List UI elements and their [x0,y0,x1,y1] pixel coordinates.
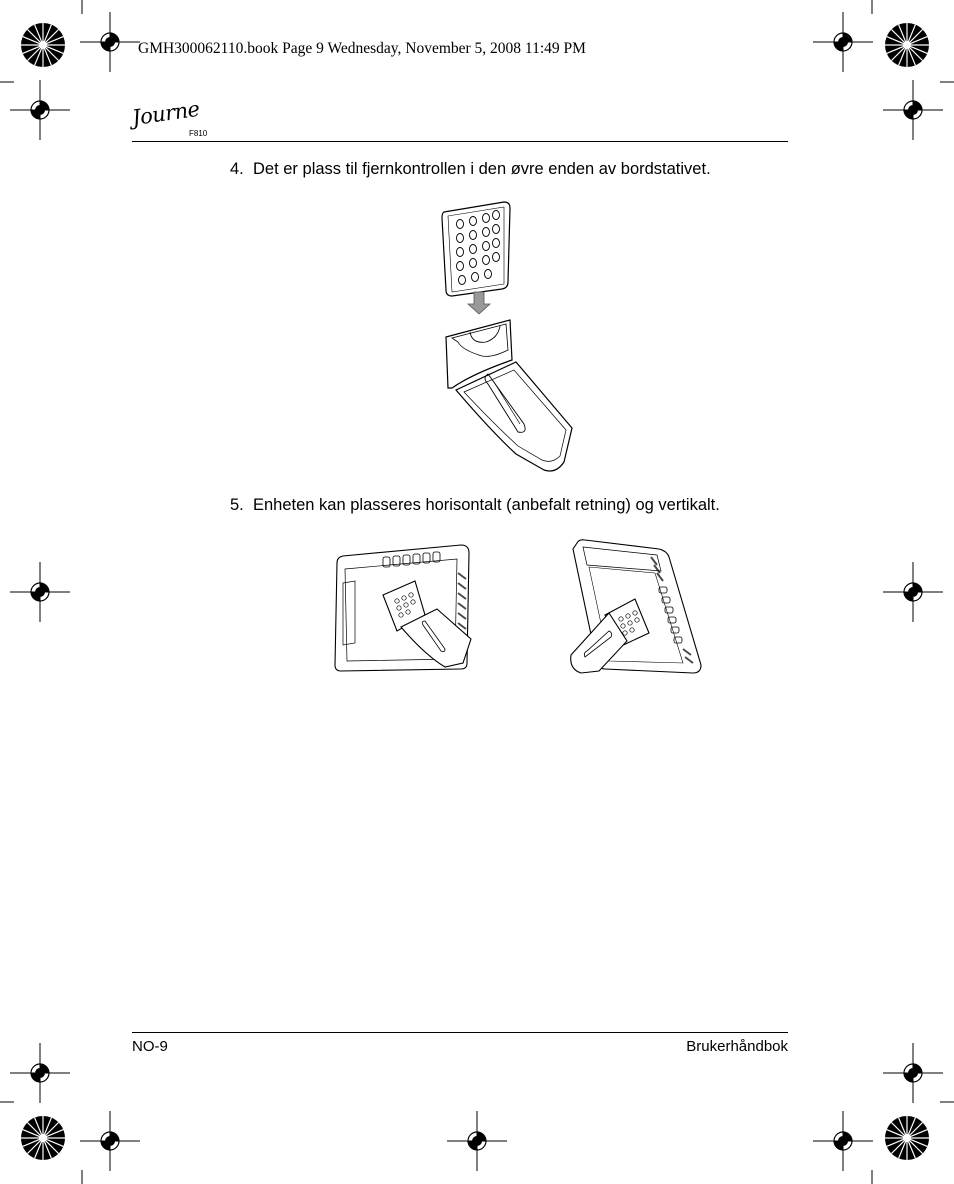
brand-logo: Journe [130,96,201,130]
horizontal-frame-illustration [333,543,473,673]
step-text: Det er plass til fjernkontrollen i den øvre enden av bordstativet. [253,160,711,178]
step-number: 5. [230,496,244,514]
step-number: 4. [230,160,244,178]
model-label: F810 [189,129,208,138]
remote-stand-illustration [432,192,592,482]
step-4 [230,160,711,179]
step-text: Enheten kan plasseres horisontalt (anbefalt retning) og vertikalt. [253,496,720,514]
vertical-frame-illustration [565,537,705,677]
step-5 [230,496,720,515]
crosshair-registration-icon [10,12,943,1171]
footer-rule [132,1032,788,1033]
print-slug: GMH300062110.book Page 9 Wednesday, November 5, 2008 11:49 PM [138,40,586,57]
page-number: NO-9 [132,1038,168,1055]
footer-title: Brukerhåndbok [686,1038,788,1055]
header-rule [132,141,788,142]
